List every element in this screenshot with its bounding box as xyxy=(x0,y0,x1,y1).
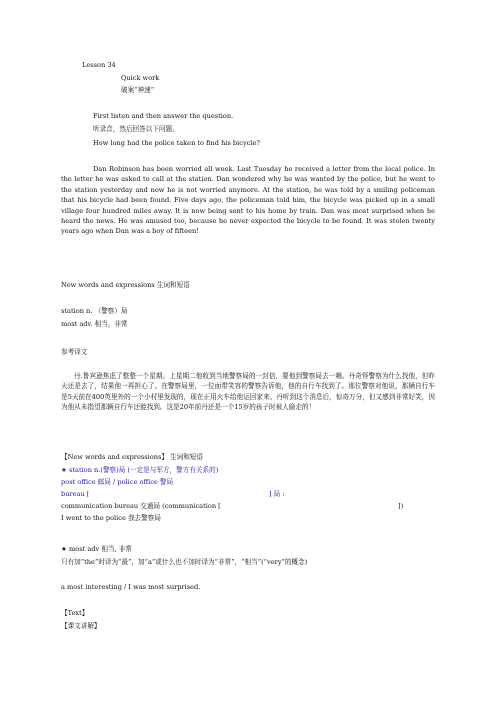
instruction-english: First listen and then answer the question. xyxy=(93,112,234,120)
vocab-station: station n. （警察）局 xyxy=(61,307,128,315)
question: How long had the police taken to find his bicycle? xyxy=(93,139,260,147)
vocab-heading: New words and expressions 生词和短语 xyxy=(61,281,190,289)
explanation-label: 【课文讲解】 xyxy=(61,622,101,630)
post-office-line: post office 邮局 / police office 警局 xyxy=(61,478,174,486)
station-entry: ★ station n.(警察)局 (一定是与军方，警方有关系的) xyxy=(61,466,219,474)
most-note: 只有加“the”时译为“最”，加“a”或什么也不加时译为“非常”，“相当”(“very”的概念) xyxy=(61,558,308,566)
lesson-number: Lesson 34 xyxy=(82,61,116,69)
translation-text: 丹.鲁宾逊焦虑了整整一个星期。上星期二他收到当地警察局的一封信，要他到警察局去一趟。丹奇怪警察为什么找他，但昨天还是去了，结果他一再担心了。在警察局里，一位面带笑容的警察告诉他，他的自行车找到了。那位警察对他说，那辆自行车是5天前在400英里外的一个小村里发现的，现在正用火车给他运回家来。丹听到这个消息后，惊奇万分，但又感到非常好笑，因为他从未指望那辆自行车还能找到。这是20年前丹还是一个15岁的孩子时被人偷走的！ xyxy=(61,372,435,412)
bureau-label: bureau [ xyxy=(61,490,90,498)
title-chinese: 破案“神速” xyxy=(121,86,155,94)
text-label: 【Text】 xyxy=(61,609,89,617)
vocab-most: most adv. 相当，非常 xyxy=(61,320,128,328)
most-example: a most interesting / I was most surprised. xyxy=(61,583,201,591)
title-english: Quick work xyxy=(121,74,160,82)
communication-label: communication bureau 交通局 (communication [ xyxy=(61,502,221,510)
section-vocab-heading: 【New words and expressions】 生词和短语 xyxy=(61,453,203,461)
instruction-chinese: 听录音，然后回答以下问题。 xyxy=(93,125,179,133)
passage-text: Dan Robinson has been worried all week. Last Tuesday he received a letter from the local police. In the letter he was asked to call at the station. Dan wondered why he was wanted by the police, but he went to the station yesterday and now he is not worried anymore. At the station, he was told by a smiling policeman that his bicycle had been found. Five days ago, the policeman told him, the bicycle was picked up in a small village four hundred miles away. It is now being sent to his home by train. Dan was most surprised when he heard the news. He was amused too, because he never expected the bicycle to be found. It was stolen twenty years ago when Dan was a boy of fifteen! xyxy=(61,165,435,236)
communication-end: ]) xyxy=(398,502,404,510)
police-sentence: I went to the police 我去警察局 xyxy=(61,514,161,522)
bureau-end: ] 局 : xyxy=(269,490,285,498)
translation-heading: 参考译文 xyxy=(61,348,88,356)
most-entry: ★ most adv 相当, 非常 xyxy=(61,545,132,553)
